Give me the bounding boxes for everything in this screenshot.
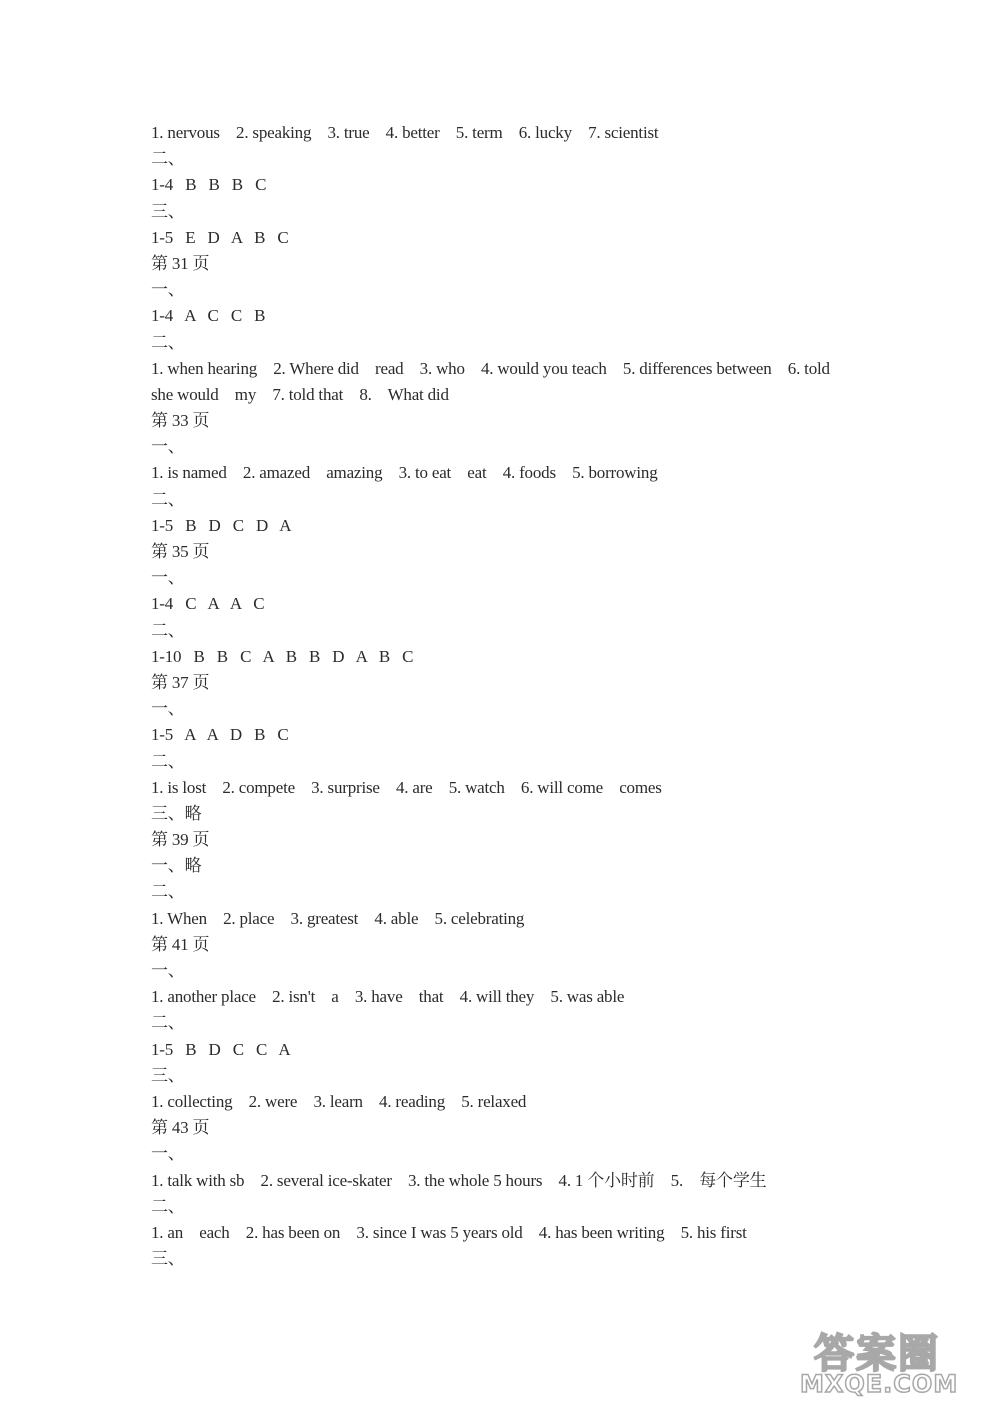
section-marker: 二、	[151, 882, 185, 902]
answer-line: 1-5 B D C D A	[151, 515, 292, 535]
section-marker: 二、	[151, 332, 185, 352]
page-heading: 第 33 页	[151, 411, 210, 431]
answer-line: 1. an each 2. has been on 3. since I was 5 years old 4. has been writing 5. his first	[151, 1222, 747, 1242]
section-marker: 三、	[151, 1065, 185, 1085]
watermark-domain-text: MXQE.COM	[800, 1370, 959, 1398]
page-heading: 第 35 页	[151, 542, 210, 562]
answer-line: 1-5 A A D B C	[151, 725, 289, 745]
section-marker: 二、	[151, 489, 185, 509]
answer-line: 1-5 E D A B C	[151, 227, 289, 247]
section-marker: 一、	[151, 961, 185, 981]
answer-line: 1. collecting 2. were 3. learn 4. reading 5. relaxed	[151, 1091, 527, 1111]
answer-line: 1-4 C A A C	[151, 594, 265, 614]
answer-line: 1-4 A C C B	[151, 306, 266, 326]
section-marker: 二、	[151, 1013, 185, 1033]
watermark-chinese-text: 答案圈	[814, 1331, 940, 1377]
answer-line: 1. when hearing 2. Where did read 3. who 4. would you teach 5. differences between 6. told she would my 7. told that 8. What did	[151, 358, 834, 404]
section-marker: 一、	[151, 568, 185, 588]
answer-line: 1. another place 2. isn't a 3. have that 4. will they 5. was able	[151, 987, 625, 1007]
section-marker: 二、	[151, 620, 185, 640]
section-marker: 一、	[151, 699, 185, 719]
page-heading: 第 37 页	[151, 672, 210, 692]
section-marker: 二、	[151, 149, 185, 169]
answer-line: 1. nervous 2. speaking 3. true 4. better 5. term 6. lucky 7. scientist	[151, 123, 659, 142]
section-marker: 三、	[151, 201, 185, 221]
answer-line: 1-4 B B B C	[151, 175, 267, 195]
section-marker: 二、	[151, 1196, 185, 1216]
page-heading: 第 39 页	[151, 830, 210, 850]
answer-line: 1-5 B D C C A	[151, 1039, 291, 1059]
section-marker: 三、略	[151, 803, 202, 823]
page-heading: 第 41 页	[151, 934, 210, 954]
answer-line: 1. is named 2. amazed amazing 3. to eat eat 4. foods 5. borrowing	[151, 463, 658, 483]
page-heading: 第 31 页	[151, 253, 210, 273]
answer-content	[151, 120, 871, 1272]
section-marker: 一、	[151, 1144, 185, 1164]
answer-line: 1. When 2. place 3. greatest 4. able 5. celebrating	[151, 908, 525, 928]
section-marker: 一、	[151, 437, 185, 457]
site-watermark	[796, 1322, 986, 1402]
section-marker: 三、	[151, 1249, 185, 1269]
section-marker: 一、略	[151, 856, 202, 876]
answer-line: 1-10 B B C A B B D A B C	[151, 646, 414, 666]
section-marker: 二、	[151, 751, 185, 771]
answer-line: 1. is lost 2. compete 3. surprise 4. are 5. watch 6. will come comes	[151, 777, 662, 797]
answer-line: 1. talk with sb 2. several ice-skater 3. the whole 5 hours 4. 1 个小时前 5. 每个学生	[151, 1170, 767, 1190]
section-marker: 一、	[151, 280, 185, 300]
page-heading: 第 43 页	[151, 1118, 210, 1138]
